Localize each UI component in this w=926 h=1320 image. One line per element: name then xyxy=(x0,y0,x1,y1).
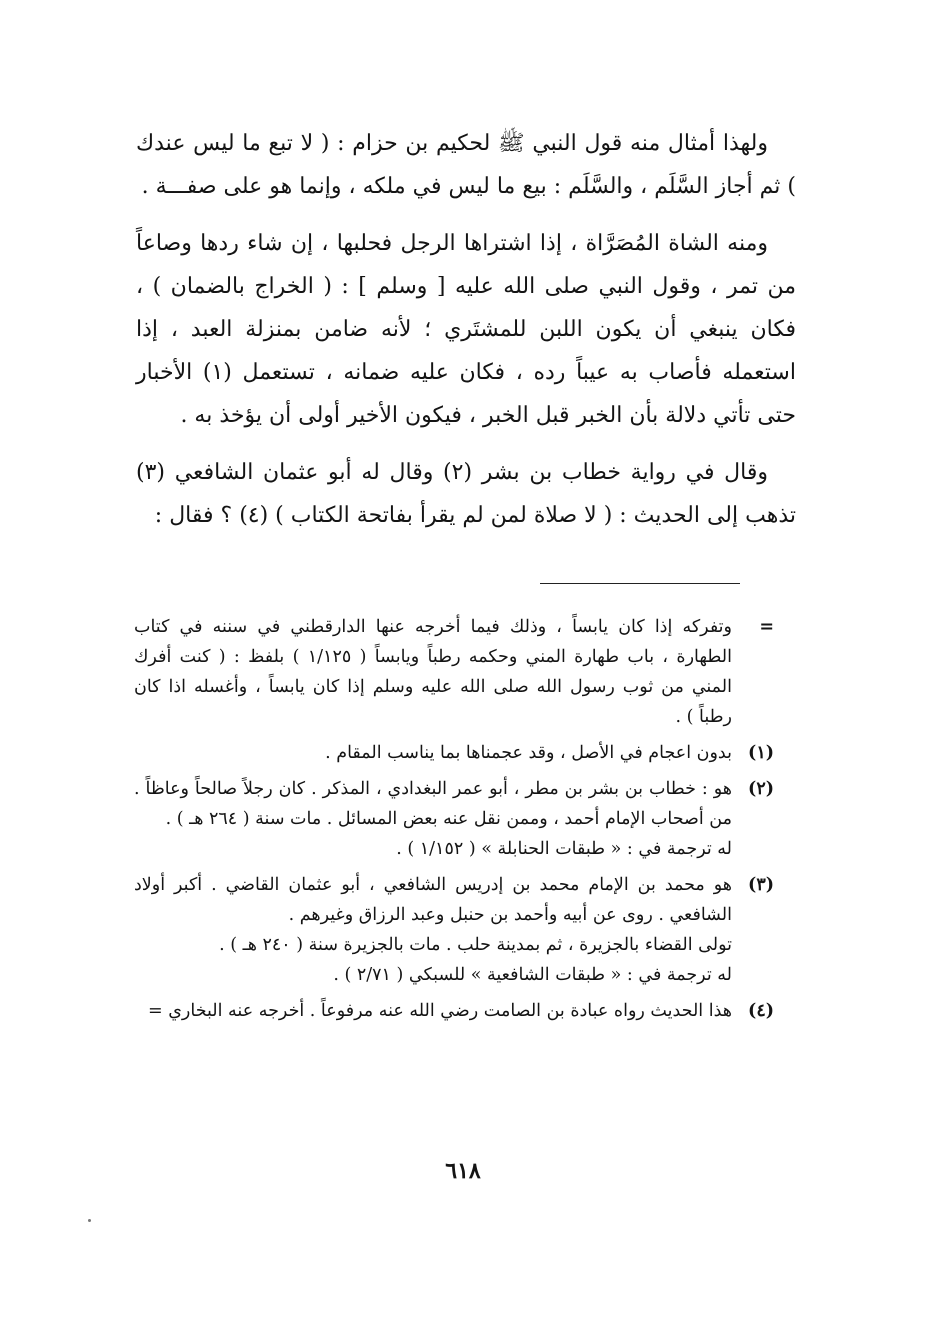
footnote-3 xyxy=(134,870,774,990)
footnote-marker: (٣) xyxy=(748,875,774,895)
footnote-reference: له ترجمة في : « طبقات الشافعية » للسبكي ( ٢/٧١ ) . xyxy=(333,965,732,985)
footnote-1 xyxy=(134,738,774,768)
page-number: ٦١٨ xyxy=(445,1158,481,1184)
paragraph: ومنه الشاة المُصَرَّاة ، إذا اشتراها الرجل فحلبها ، إن شاء ردها وصاعاً من تمر ، وقول النبي صلى الله عليه [ وسلم ] : ( الخراج بالضمان ) ، فكان ينبغي أن يكون اللبن للمشتَري ؛ لأنه ضامن بمنزلة العبد ، إذا استعمله فأصاب به عيباً رده ، فكان عليه ضمانه ، تستعمل (١) الأخبار حتى تأتي دلالة بأن الخبر قبل الخبر ، فيكون الأخير أولى أن يؤخذ به . xyxy=(136,231,796,428)
footnote-marker: (١) xyxy=(748,743,774,763)
footnote-marker: (٤) xyxy=(748,1001,774,1021)
footnote-marker: = xyxy=(759,617,774,637)
footnote-text: هذا الحديث رواه عبادة بن الصامت رضي الله عنه مرفوعاً . أخرجه عنه البخاري = xyxy=(148,1001,732,1021)
paragraph: وقال في رواية خطاب بن بشر (٢) وقال له أبو عثمان الشافعي (٣) تذهب إلى الحديث : ( لا صلاة لمن لم يقرأ بفاتحة الكتاب ) (٤) ؟ فقال : xyxy=(136,460,796,528)
footnote-text: هو : خطاب بن بشر بن مطر ، أبو عمر البغدادي ، المذكر . كان رجلاً صالحاً وعاظاً . من أصحاب الإمام أحمد ، وممن نقل عنه بعض المسائل . مات سنة ( ٢٦٤ هـ ) . xyxy=(134,779,732,829)
footnote-2 xyxy=(134,774,774,864)
paragraph: ولهذا أمثال منه قول النبي ﷺ لحكيم بن حزام : ( لا تبع ما ليس عندك ) ثم أجاز السَّلَم ، والسَّلَم : بيع ما ليس في ملكه ، وإنما هو على صفـــة . xyxy=(136,131,796,199)
footnote-4 xyxy=(134,996,774,1026)
footnote-reference: له ترجمة في : « طبقات الحنابلة » ( ١/١٥٢ ) . xyxy=(396,839,732,859)
footnote-continuation xyxy=(134,612,774,732)
main-text-body xyxy=(136,122,796,551)
footnote-marker: (٢) xyxy=(748,779,774,799)
footnote-separator xyxy=(540,583,740,584)
scan-speck xyxy=(88,1219,91,1222)
footnote-text: وتفركه إذا كان يابساً ، وذلك فيما أخرجه عنها الدارقطني في سننه في كتاب الطهارة ، باب طهارة المني وحكمه رطباً ويابساً ( ١/١٢٥ ) بلفظ : ( كنت أفرك المني من ثوب رسول الله صلى الله عليه وسلم إذا كان يابساً ، وأغسله اذا كان رطباً ) . xyxy=(134,617,732,727)
footnotes-section xyxy=(134,612,774,1032)
footnote-text: هو محمد بن الإمام محمد بن إدريس الشافعي ، أبو عثمان القاضي . أكبر أولاد الشافعي . روى عن أبيه وأحمد بن حنبل وعبد الرزاق وغيرهم . xyxy=(134,875,732,925)
footnote-text: بدون اعجام في الأصل ، وقد عجمناها بما يناسب المقام . xyxy=(325,743,732,763)
footnote-text: تولى القضاء بالجزيرة ، ثم بمدينة حلب . مات بالجزيرة سنة ( ٢٤٠ هـ ) . xyxy=(219,935,732,955)
